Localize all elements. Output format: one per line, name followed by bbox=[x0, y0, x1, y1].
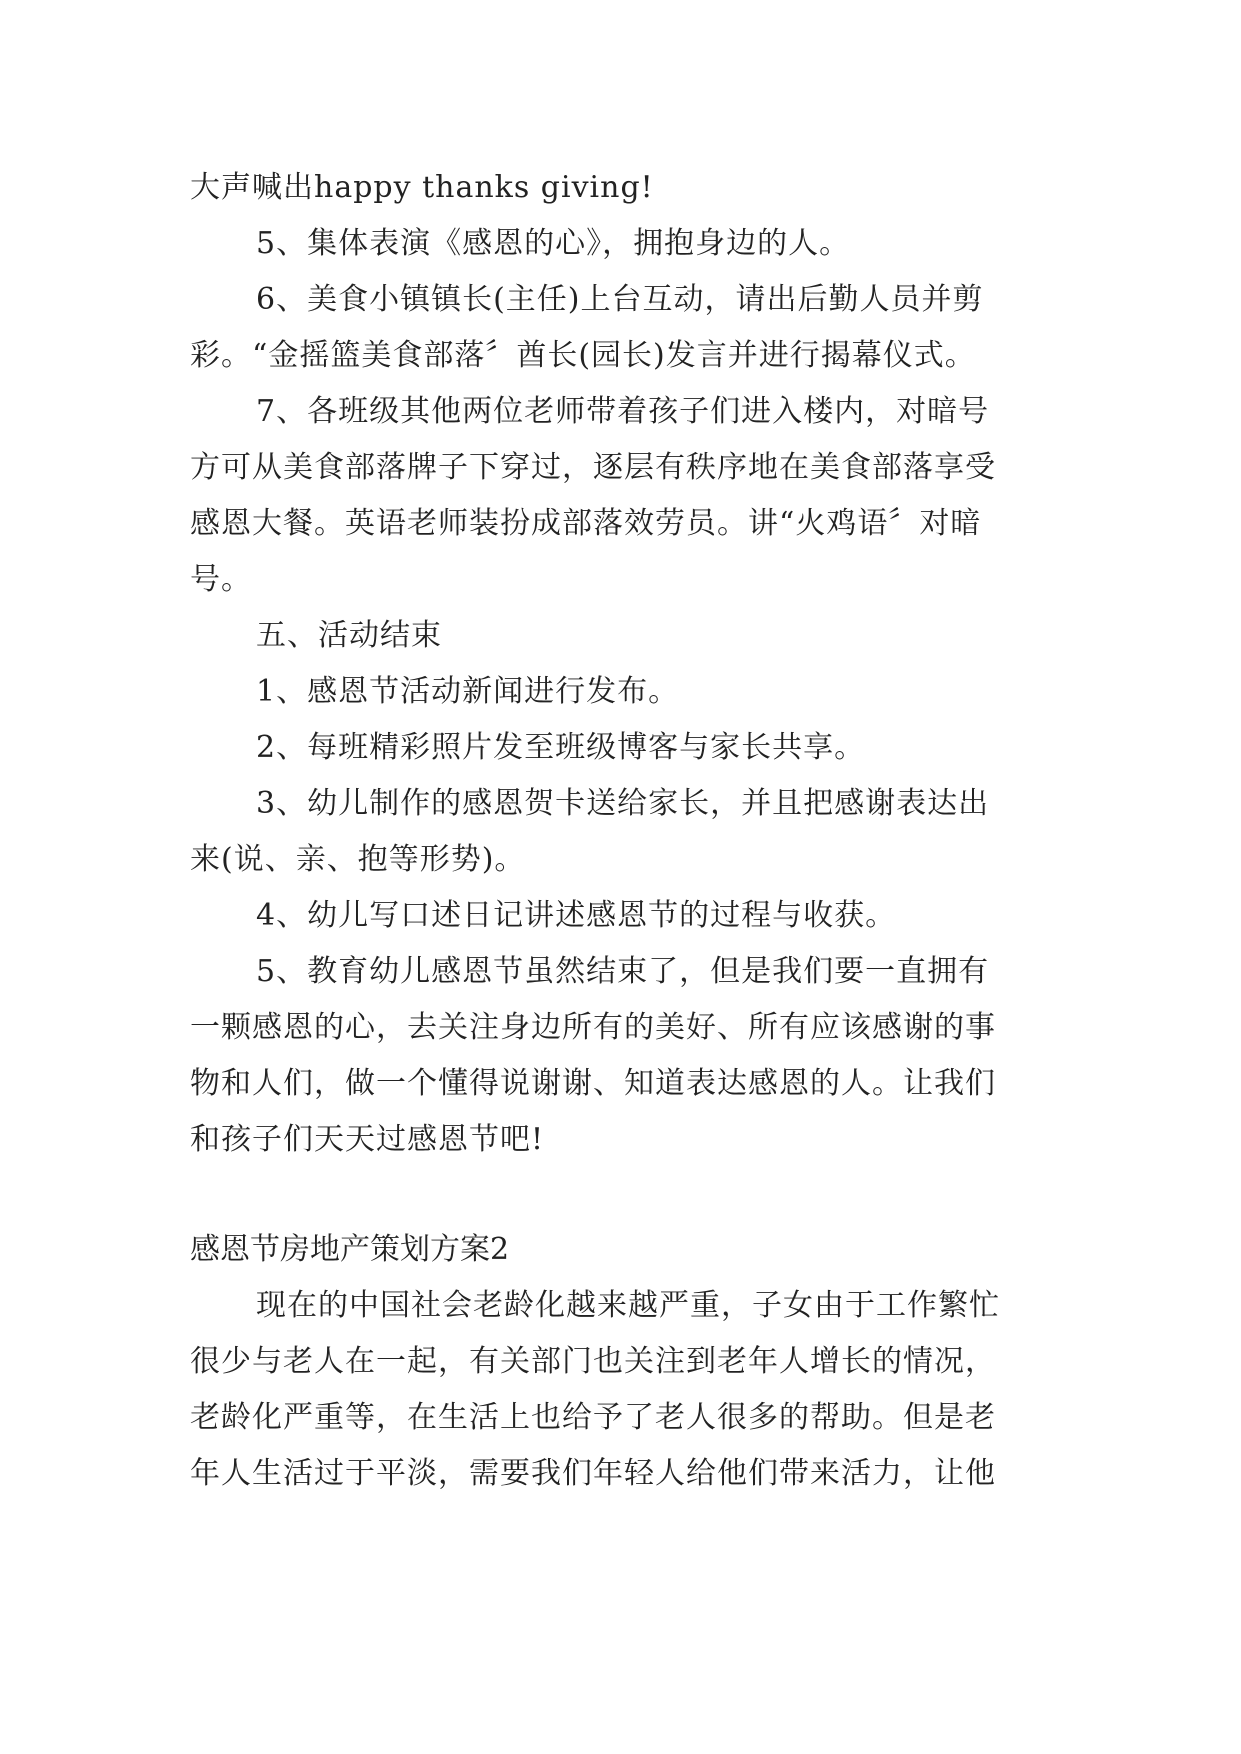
text-line: 老龄化严重等，在生活上也给予了老人很多的帮助。但是老 bbox=[190, 1400, 996, 1435]
text-line: 5、教育幼儿感恩节虽然结束了，但是我们要一直拥有 bbox=[256, 954, 990, 989]
text-line: 方可从美食部落牌子下穿过，逐层有秩序地在美食部落享受 bbox=[190, 450, 996, 485]
text-line: 2、每班精彩照片发至班级博客与家长共享。 bbox=[256, 730, 866, 765]
text-line: 物和人们，做一个懂得说谢谢、知道表达感恩的人。让我们 bbox=[190, 1066, 996, 1101]
section-heading: 五、活动结束 bbox=[256, 618, 442, 653]
text-line: 感恩大餐。英语老师装扮成部落效劳员。讲“火鸡语〞对暗 bbox=[190, 506, 982, 541]
text-line: 一颗感恩的心，去关注身边所有的美好、所有应该感谢的事 bbox=[190, 1010, 996, 1045]
text-line: 来(说、亲、抱等形势)。 bbox=[190, 842, 526, 877]
text-line: 6、美食小镇镇长(主任)上台互动，请出后勤人员并剪 bbox=[256, 282, 984, 317]
text-line: 大声喊出happy thanks giving! bbox=[190, 170, 654, 205]
document-title: 感恩节房地产策划方案2 bbox=[190, 1232, 510, 1267]
text-line: 5、集体表演《感恩的心》，拥抱身边的人。 bbox=[256, 226, 851, 261]
text-line: 和孩子们天天过感恩节吧! bbox=[190, 1122, 545, 1157]
text-line: 1、感恩节活动新闻进行发布。 bbox=[256, 674, 680, 709]
text-line: 年人生活过于平淡，需要我们年轻人给他们带来活力，让他 bbox=[190, 1456, 996, 1491]
text-line: 7、各班级其他两位老师带着孩子们进入楼内，对暗号 bbox=[256, 394, 990, 429]
text-line: 3、幼儿制作的感恩贺卡送给家长，并且把感谢表达出 bbox=[256, 786, 990, 821]
text-line: 彩。“金摇篮美食部落〞酋长(园长)发言并进行揭幕仪式。 bbox=[190, 338, 976, 373]
text-line: 现在的中国社会老龄化越来越严重，子女由于工作繁忙 bbox=[256, 1288, 1000, 1323]
text-line: 4、幼儿写口述日记讲述感恩节的过程与收获。 bbox=[256, 898, 897, 933]
text-line: 很少与老人在一起，有关部门也关注到老年人增长的情况， bbox=[190, 1344, 996, 1379]
text-line: 号。 bbox=[190, 562, 252, 597]
